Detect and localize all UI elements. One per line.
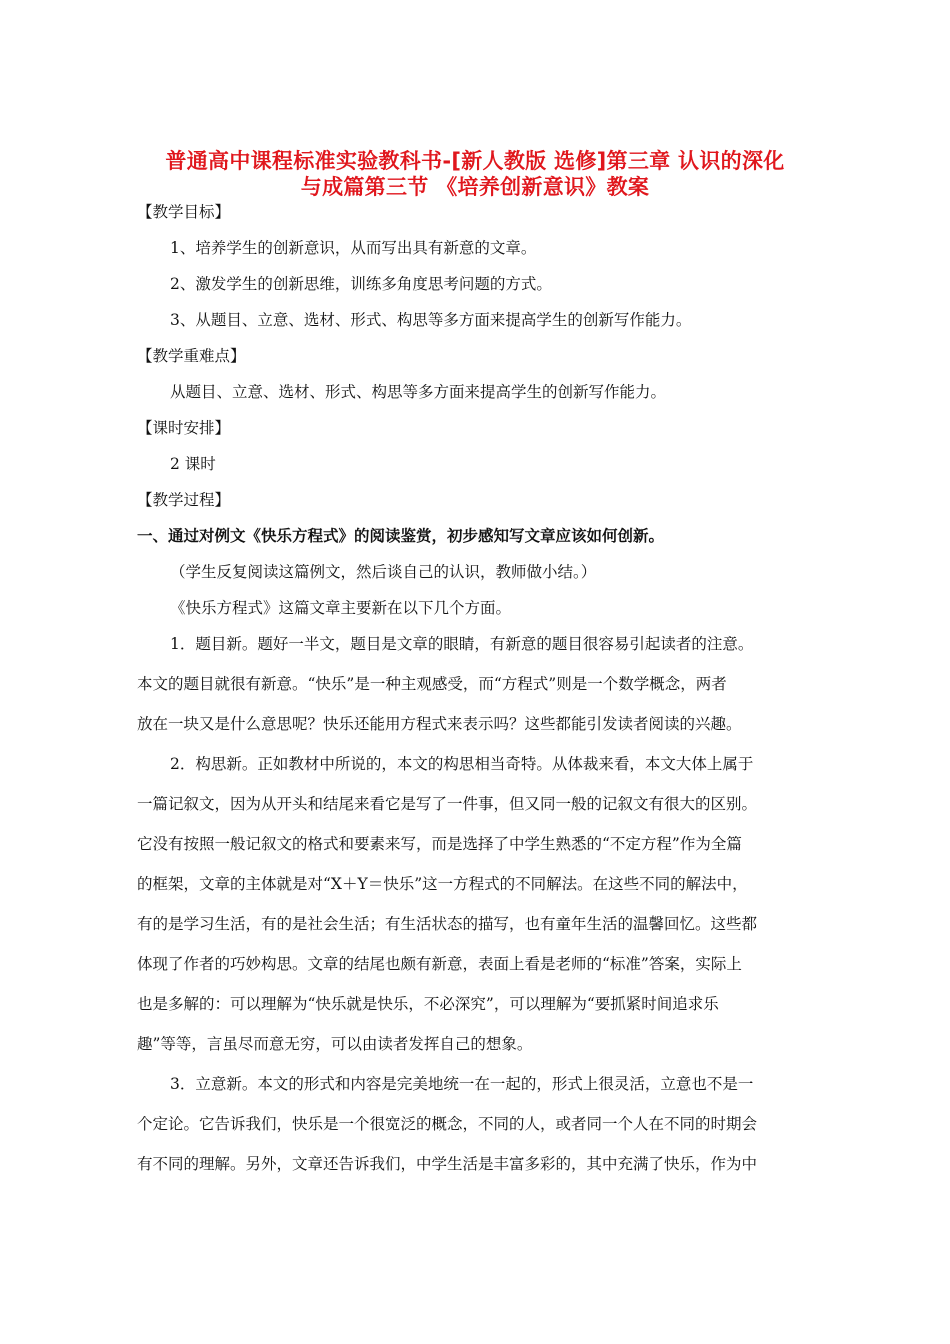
paragraph-line: 它没有按照一般记叙文的格式和要素来写，而是选择了中学生熟悉的“不定方程”作为全篇	[137, 835, 742, 853]
time-text: 2 课时	[170, 455, 216, 473]
goal-item: 2、激发学生的创新思维，训练多角度思考问题的方式。	[170, 275, 552, 293]
time-heading: 【课时安排】	[137, 419, 231, 437]
paragraph-intro: （学生反复阅读这篇例文，然后谈自己的认识，教师做小结。）	[170, 563, 597, 581]
paragraph-line: 个定论。它告诉我们，快乐是一个很宽泛的概念，不同的人，或者同一个人在不同的时期会	[137, 1115, 758, 1133]
title-line-2: 与成篇第三节 《培养创新意识》教案	[300, 175, 650, 199]
paragraph-line: 3．立意新。本文的形式和内容是完美地统一在一起的，形式上很灵活，立意也不是一	[170, 1075, 754, 1093]
paragraph-line: 1．题目新。题好一半文，题目是文章的眼睛，有新意的题目很容易引起读者的注意。	[170, 635, 754, 653]
paragraph-line: 2．构思新。正如教材中所说的，本文的构思相当奇特。从体裁来看，本文大体上属于	[170, 755, 754, 773]
paragraph-line: 放在一块又是什么意思呢？快乐还能用方程式来表示吗？这些都能引发读者阅读的兴趣。	[137, 715, 742, 733]
paragraph-line: 一篇记叙文，因为从开头和结尾来看它是写了一件事，但又同一般的记叙文有很大的区别。	[137, 795, 758, 813]
document-title	[120, 148, 830, 200]
process-heading: 【教学过程】	[137, 491, 231, 509]
goal-item: 1、培养学生的创新意识，从而写出具有新意的文章。	[170, 239, 537, 257]
paragraph-line: 也是多解的：可以理解为“快乐就是快乐，不必深究”，可以理解为“要抓紧时间追求乐	[137, 995, 719, 1013]
paragraph-line: 的框架，文章的主体就是对“X＋Y＝快乐”这一方程式的不同解法。在这些不同的解法中，	[137, 875, 748, 893]
paragraph-intro: 《快乐方程式》这篇文章主要新在以下几个方面。	[170, 599, 512, 617]
goals-heading: 【教学目标】	[137, 203, 231, 221]
goal-item: 3、从题目、立意、选材、形式、构思等多方面来提高学生的创新写作能力。	[170, 311, 692, 329]
section-1-heading: 一、通过对例文《快乐方程式》的阅读鉴赏，初步感知写文章应该如何创新。	[137, 527, 665, 545]
paragraph-line: 体现了作者的巧妙构思。文章的结尾也颇有新意，表面上看是老师的“标准”答案，实际上	[137, 955, 742, 973]
key-heading: 【教学重难点】	[137, 347, 246, 365]
paragraph-line: 本文的题目就很有新意。“快乐”是一种主观感受，而“方程式”则是一个数学概念，两者	[137, 675, 727, 693]
paragraph-line: 趣”等等，言虽尽而意无穷，可以由读者发挥自己的想象。	[137, 1035, 533, 1053]
key-text: 从题目、立意、选材、形式、构思等多方面来提高学生的创新写作能力。	[170, 383, 667, 401]
paragraph-line: 有的是学习生活，有的是社会生活；有生活状态的描写，也有童年生活的温馨回忆。这些都	[137, 915, 758, 933]
title-line-1: 普通高中课程标准实验教科书-[新人教版 选修]第三章 认识的深化	[165, 149, 785, 173]
paragraph-line: 有不同的理解。另外，文章还告诉我们，中学生活是丰富多彩的，其中充满了快乐，作为中	[137, 1155, 758, 1173]
